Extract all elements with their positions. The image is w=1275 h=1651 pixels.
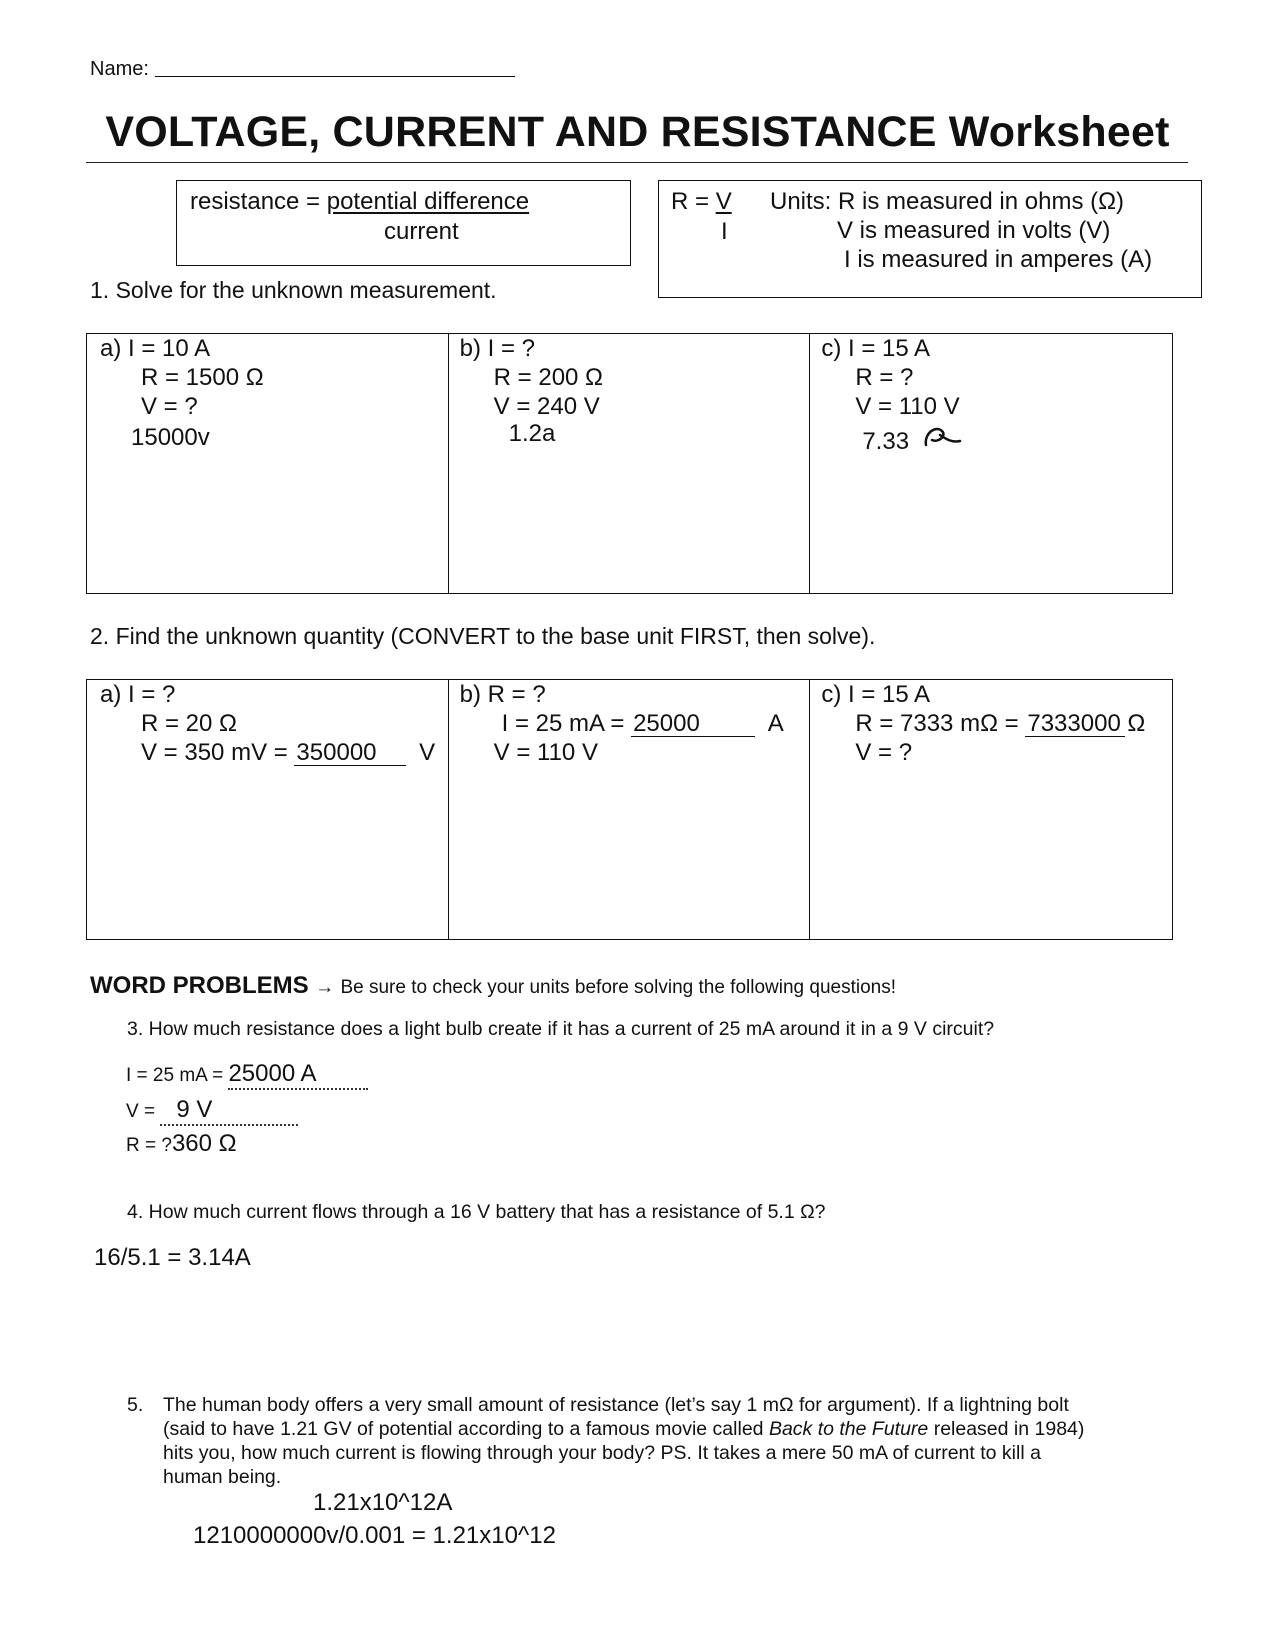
q1b-line-3: V = 240 V (493, 393, 600, 420)
q2a-line-1: a) I = ? (100, 681, 176, 708)
q2b-fill-blank[interactable]: 25000 (631, 712, 755, 737)
formula-box (176, 180, 631, 266)
q2b-line-2-prefix: I = 25 mA = (501, 710, 632, 737)
p3-voltage-label: V = (126, 1101, 161, 1122)
q1b-line-1: b) I = ? (459, 335, 536, 362)
question-1a-cell (87, 334, 449, 593)
problem-3-current-row (126, 1060, 368, 1090)
question-2-grid (86, 679, 1173, 940)
units-line-2: V is measured in volts (V) (837, 217, 1111, 244)
formula-numerator: potential difference (326, 188, 530, 215)
formula-denominator: current (384, 218, 459, 245)
problem-3-voltage-row (126, 1096, 298, 1126)
p3-resistance-label: R = ? (126, 1135, 172, 1156)
units-r-eq: R = (671, 188, 716, 215)
question-2b-cell (449, 680, 811, 939)
q1b-line-2: R = 200 Ω (493, 364, 603, 391)
question-1-prompt: 1. Solve for the unknown measurement. (90, 277, 497, 303)
p3-current-answer[interactable]: 25000 A (228, 1060, 317, 1087)
word-problems-title: WORD PROBLEMS (90, 972, 309, 999)
q1c-answer[interactable]: 7.33 (862, 428, 910, 455)
q2a-line-3-prefix: V = 350 mV = (141, 739, 295, 766)
formula-prefix: resistance = (190, 188, 327, 215)
q2c-line-1: c) I = 15 A (821, 681, 931, 708)
problem-5-line-3: hits you, how much current is flowing through your body? PS. It takes a mere 50 mA of current to kill a (163, 1442, 1041, 1464)
units-i: I (721, 218, 728, 245)
q2a-fill-blank[interactable]: 350000 (294, 741, 406, 766)
q2a-line-2: R = 20 Ω (141, 710, 237, 737)
q1c-line-2: R = ? (855, 364, 914, 391)
problem-5-number: 5. (127, 1394, 144, 1416)
problem-5-line-1: The human body offers a very small amount of resistance (let’s say 1 mΩ for argument). If a lightning bolt (163, 1394, 1069, 1416)
right-arrow-icon: → (315, 977, 335, 998)
units-v: V (715, 188, 732, 215)
question-2a-cell (87, 680, 449, 939)
handwritten-ohm-icon (922, 423, 964, 451)
problem-5-answer-2[interactable]: 1210000000v/0.001 = 1.21x10^12 (193, 1522, 556, 1549)
q2c-fill-blank[interactable]: 7333000 (1025, 712, 1125, 737)
q1a-answer[interactable]: 15000v (131, 424, 210, 451)
q2b-line-1: b) R = ? (459, 681, 546, 708)
question-1-grid (86, 333, 1173, 594)
q2b-unit: A (767, 710, 784, 737)
units-box (658, 180, 1202, 298)
q2b-line-3: V = 110 V (493, 739, 598, 766)
word-problems-subtitle: Be sure to check your units before solving the following questions! (340, 977, 896, 998)
question-1c-cell (810, 334, 1172, 593)
units-line-1: Units: R is measured in ohms (Ω) (770, 188, 1125, 215)
title-divider (86, 162, 1188, 163)
problem-4-text: 4. How much current flows through a 16 V battery that has a resistance of 5.1 Ω? (127, 1201, 826, 1223)
question-1b-cell (449, 334, 811, 593)
name-field-row (90, 58, 515, 81)
problem-4-answer[interactable]: 16/5.1 = 3.14A (94, 1244, 251, 1271)
q2c-line-2-prefix: R = 7333 mΩ = (855, 710, 1026, 737)
problem-3-text: 3. How much resistance does a light bulb create if it has a current of 25 mA around it in a 9 V circuit? (127, 1018, 995, 1040)
question-2c-cell (810, 680, 1172, 939)
q1c-line-1: c) I = 15 A (821, 335, 931, 362)
q1a-line-3: V = ? (141, 393, 198, 420)
units-line-3: I is measured in amperes (A) (844, 246, 1153, 273)
question-2-prompt: 2. Find the unknown quantity (CONVERT to the base unit FIRST, then solve). (90, 623, 876, 649)
problem-5-line-2: (said to have 1.21 GV of potential according to a famous movie called Back to the Future released in 1984) (163, 1418, 1085, 1440)
q2a-unit: V (419, 739, 436, 766)
q1a-line-2: R = 1500 Ω (141, 364, 264, 391)
name-blank-line[interactable] (155, 58, 515, 77)
q1a-line-1: a) I = 10 A (100, 335, 211, 362)
q1b-answer[interactable]: 1.2a (508, 420, 556, 447)
name-label: Name: (90, 58, 149, 80)
problem-5-line-4: human being. (163, 1466, 282, 1488)
q2c-line-3: V = ? (855, 739, 913, 766)
problem-5-answer-1[interactable]: 1.21x10^12A (313, 1489, 453, 1516)
p3-voltage-answer[interactable]: 9 V (176, 1096, 213, 1123)
word-problems-heading (90, 972, 896, 1000)
movie-title: Back to the Future (768, 1418, 929, 1440)
page-title: VOLTAGE, CURRENT AND RESISTANCE Worksheet (105, 108, 1170, 156)
q1c-line-3: V = 110 V (855, 393, 960, 420)
problem-3-resistance-row (126, 1130, 237, 1158)
p3-current-label: I = 25 mA = (126, 1065, 229, 1086)
p3-resistance-answer[interactable]: 360 Ω (171, 1130, 237, 1157)
q2c-unit: Ω (1127, 710, 1146, 737)
